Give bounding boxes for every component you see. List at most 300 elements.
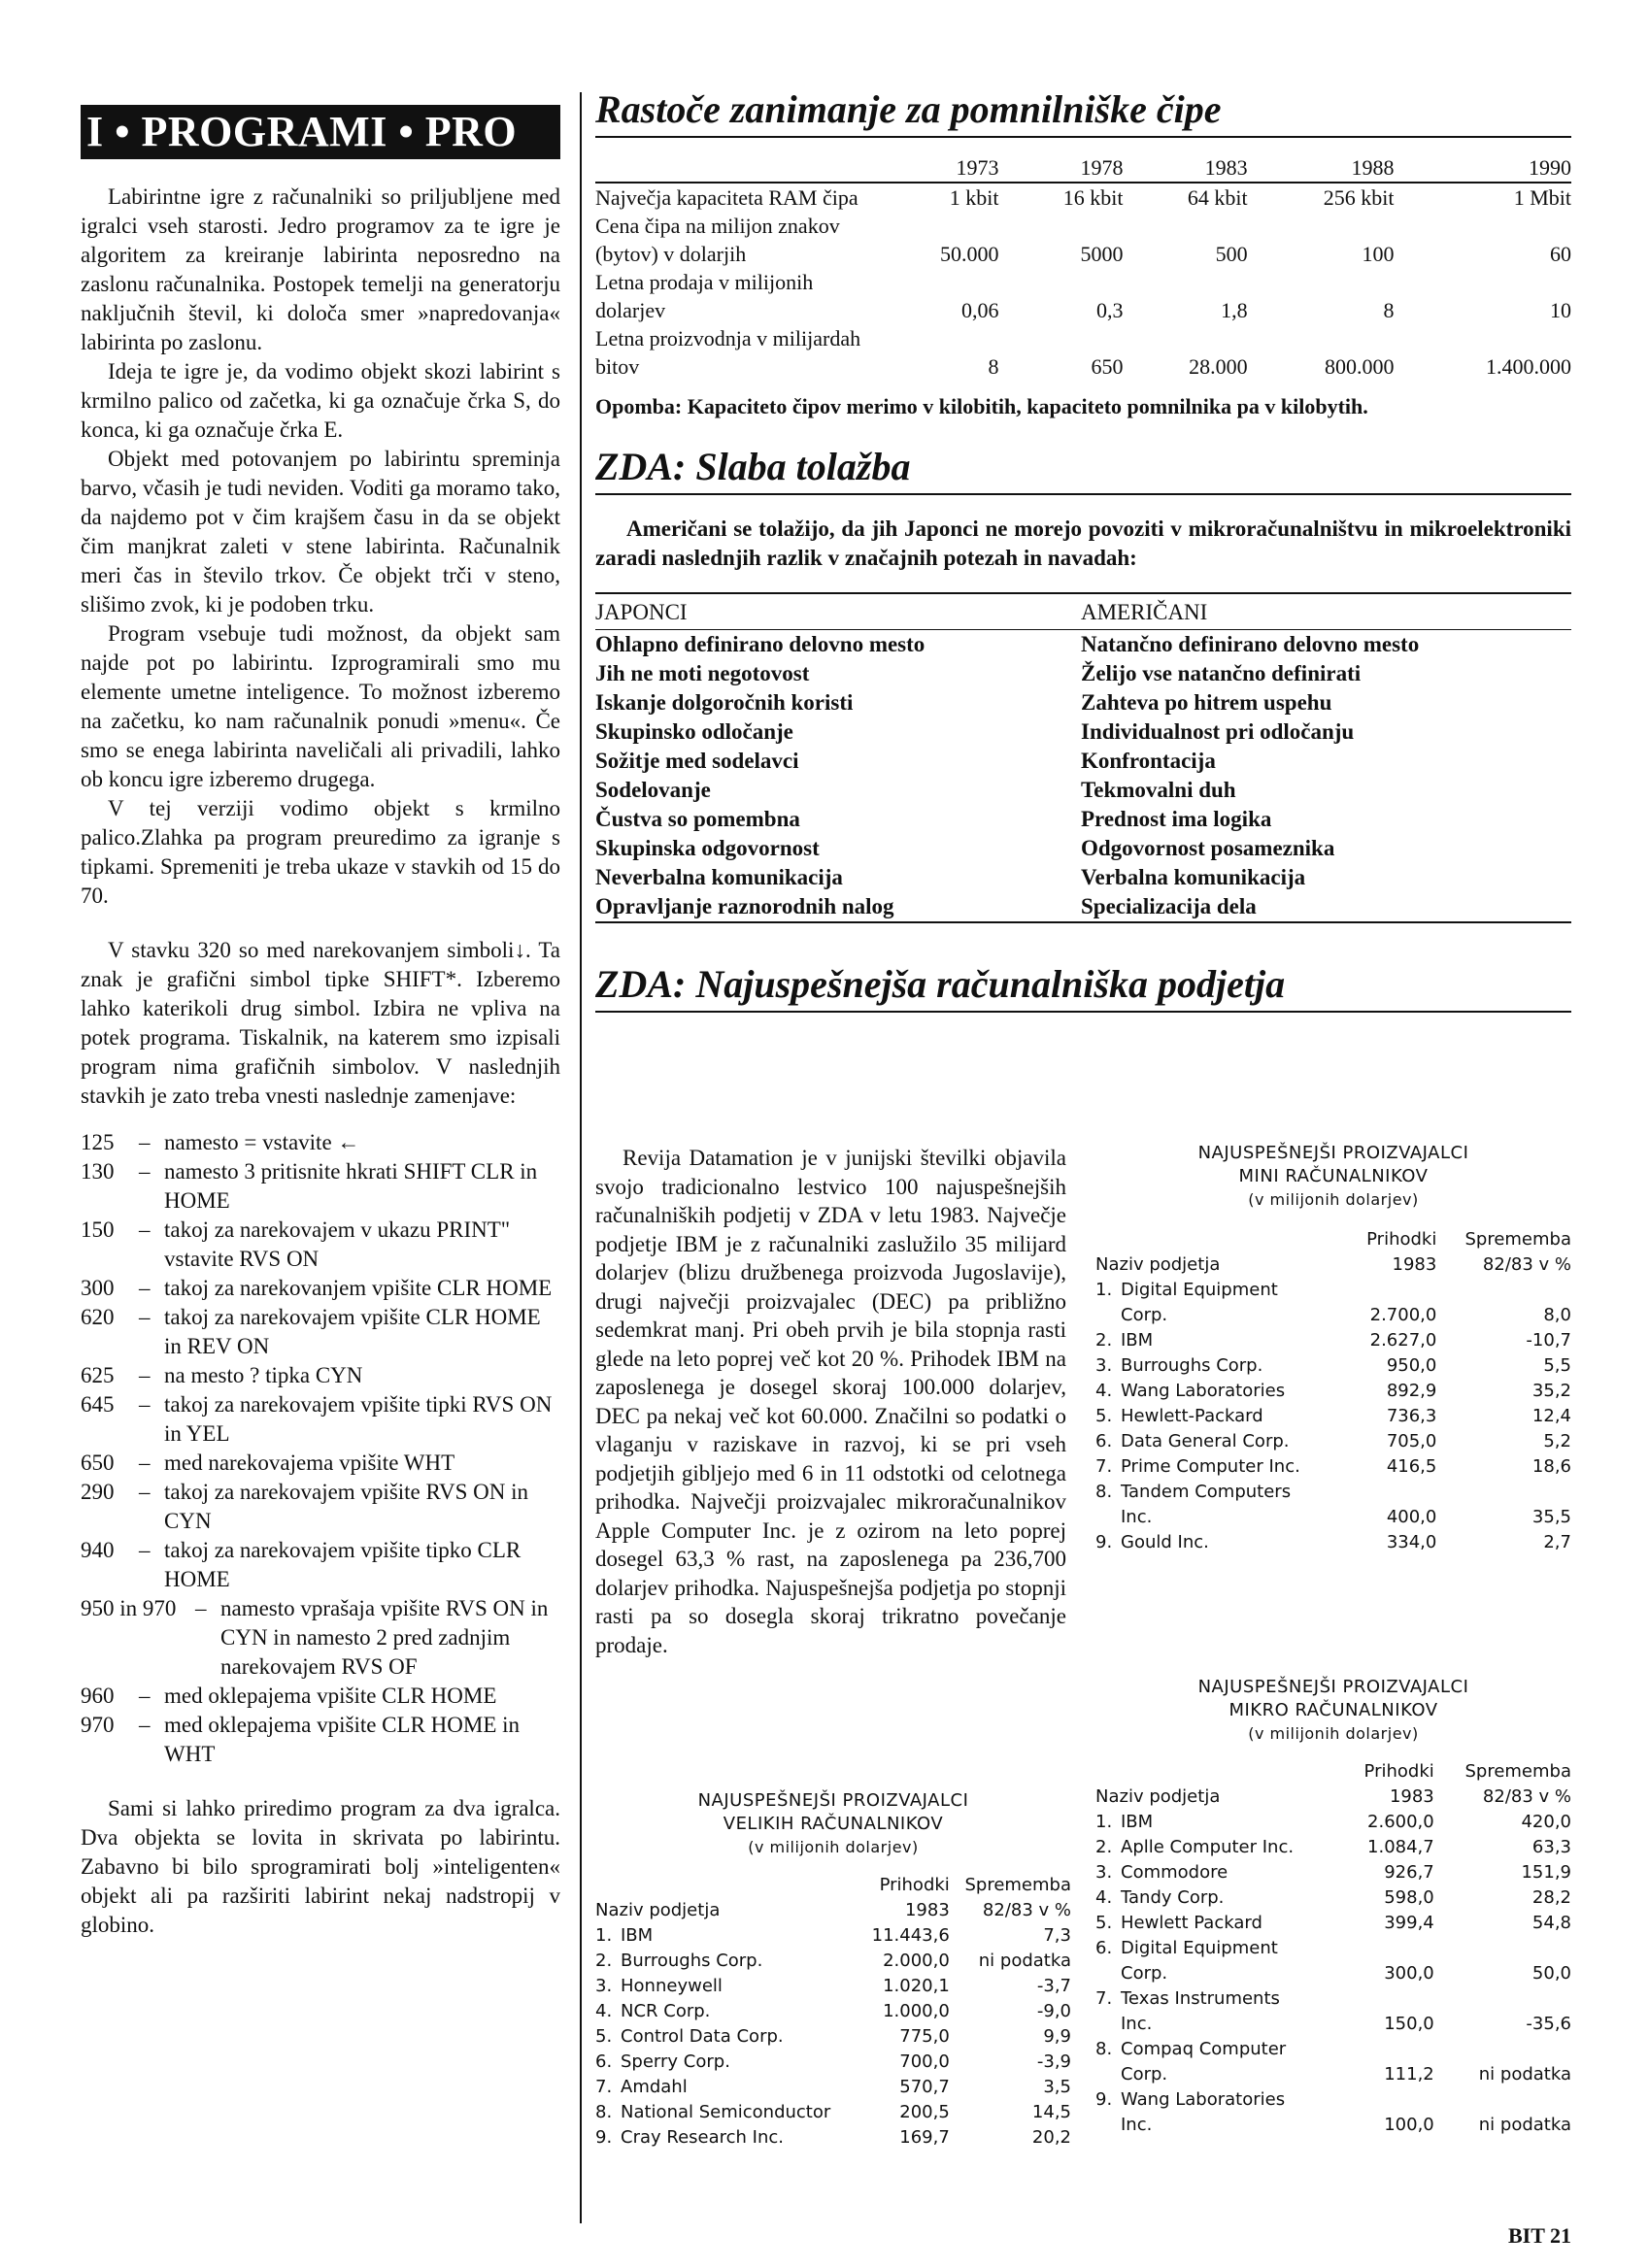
- left-intro-paragraphs: [81, 183, 560, 911]
- big-change: 14,5: [1031, 2102, 1071, 2122]
- ram-cell: 1 Mbit: [1513, 185, 1571, 210]
- japonci-cell: Opravljanje raznorodnih nalog: [595, 894, 894, 918]
- mini-change: 8,0: [1543, 1305, 1571, 1325]
- ram-row: [595, 324, 1571, 381]
- japonci-cell: Neverbalna komunikacija: [595, 865, 843, 889]
- micro-header-row1: [1095, 1759, 1571, 1784]
- ram-cell: 10: [1550, 298, 1571, 322]
- ram-cell: 28.000: [1189, 354, 1248, 379]
- micro-rank: 2.: [1095, 1837, 1113, 1857]
- big-revenue: 775,0: [899, 2026, 950, 2047]
- mini-change: 35,5: [1531, 1507, 1571, 1527]
- mini-company: Prime Computer Inc.: [1121, 1456, 1300, 1477]
- ram-year: 1990: [1394, 153, 1571, 183]
- mini-col-change-period: 82/83 v %: [1482, 1254, 1571, 1275]
- replacement-number: 650: [81, 1451, 115, 1475]
- micro-row: [1095, 2012, 1571, 2037]
- micro-rank: 1.: [1095, 1812, 1113, 1832]
- mini-change: 2,7: [1543, 1532, 1571, 1552]
- micro-change: [1434, 2037, 1571, 2062]
- mini-revenue: 416,5: [1386, 1456, 1437, 1477]
- micro-header-row2: [1095, 1784, 1571, 1810]
- mini-rank: 7.: [1095, 1456, 1113, 1477]
- mini-head-line1: NAJUSPEŠNEJŠI PROIZVAJALCI: [1197, 1143, 1469, 1163]
- micro-rank: 6.: [1095, 1938, 1113, 1958]
- micro-change: [1434, 1936, 1571, 1961]
- micro-revenue: 926,7: [1384, 1862, 1434, 1883]
- ram-table-body: [595, 183, 1571, 381]
- mini-table: [1095, 1227, 1571, 1555]
- big-company: Honneywell: [621, 1976, 723, 1996]
- replacement-number: 290: [81, 1480, 115, 1504]
- left-paragraph: Program vsebuje tudi možnost, da objekt sam najde pot po labirintu. Izprogramirali smo mu elemente umetne inteligence. To možnost izberemo na začetku, ko nam računalnik ponudi »menu«. Če smo se enega labirinta naveličali ali privadili, lahko ob koncu igre izberemo drugega.: [81, 621, 560, 791]
- mini-row: [1095, 1379, 1571, 1404]
- micro-company: IBM: [1121, 1812, 1154, 1832]
- micro-head-line1: NAJUSPEŠNEJŠI PROIZVAJALCI: [1197, 1677, 1469, 1697]
- americani-cell: Konfrontacija: [1081, 749, 1216, 773]
- micro-revenue: [1344, 1936, 1434, 1961]
- micro-head-line3: (v milijonih dolarjev): [1248, 1724, 1419, 1743]
- micro-revenue: 111,2: [1384, 2064, 1434, 2085]
- big-revenue: 700,0: [899, 2051, 950, 2072]
- micro-revenue: 300,0: [1384, 1963, 1434, 1984]
- micro-company: Aplle Computer Inc.: [1121, 1837, 1295, 1857]
- japonci-cell: Sodelovanje: [595, 778, 711, 802]
- replacement-number: 620: [81, 1305, 115, 1329]
- comparison-row: [595, 834, 1571, 863]
- micro-rank: [1095, 2062, 1121, 2087]
- ram-cell: 500: [1215, 242, 1248, 266]
- mini-rank: 6.: [1095, 1431, 1113, 1451]
- micro-col-name: Naziv podjetja: [1095, 1786, 1221, 1807]
- micro-rank: 4.: [1095, 1887, 1113, 1908]
- replacement-number: 125: [81, 1130, 115, 1154]
- micro-row: [1095, 2087, 1571, 2113]
- micro-revenue: 100,0: [1384, 2115, 1434, 2135]
- left-paragraph: Objekt med potovanjem po labirintu spreminja barvo, včasih je tudi neviden. Voditi ga moramo tako, da najdemo pot v čim krajšem času in da se objekt čim manjkrat zaleti v stene labirinta. Računalnik meri čas in število trkov. Če objekt trči v steno, slišimo zvok, ki je podoben trku.: [81, 447, 560, 617]
- micro-change: ni podatka: [1478, 2115, 1571, 2135]
- big-header-row2: [595, 1898, 1071, 1923]
- mini-row: [1095, 1303, 1571, 1328]
- mini-row: [1095, 1328, 1571, 1353]
- mini-row: [1095, 1404, 1571, 1429]
- micro-col-revenue-year: 1983: [1389, 1786, 1434, 1807]
- mini-col-revenue: Prihodki: [1366, 1229, 1437, 1250]
- big-change: -3,9: [1036, 2051, 1071, 2072]
- replacement-row: [81, 1157, 560, 1216]
- mini-company: Corp.: [1121, 1305, 1168, 1325]
- comparison-table: [595, 592, 1571, 923]
- mini-revenue: 892,9: [1386, 1381, 1437, 1401]
- big-rank: 1.: [595, 1925, 613, 1946]
- comparison-row: [595, 747, 1571, 776]
- big-change: 20,2: [1031, 2127, 1071, 2148]
- big-col-revenue: Prihodki: [879, 1875, 950, 1895]
- big-rank: 5.: [595, 2026, 613, 2047]
- mini-revenue: 736,3: [1386, 1406, 1437, 1426]
- mini-rank: 1.: [1095, 1280, 1113, 1300]
- replacement-dash: –: [139, 1217, 151, 1242]
- mini-col-revenue-year: 1983: [1392, 1254, 1437, 1275]
- mini-rank: 8.: [1095, 1482, 1113, 1502]
- ram-year: 1978: [998, 153, 1123, 183]
- comparison-row: [595, 892, 1571, 922]
- mini-col-change: Sprememba: [1464, 1229, 1571, 1250]
- comparison-row: [595, 805, 1571, 834]
- replacement-number: 970: [81, 1713, 115, 1737]
- mini-rank: 3.: [1095, 1355, 1113, 1376]
- big-revenue: 2.000,0: [883, 1951, 950, 1971]
- mini-row: [1095, 1480, 1571, 1505]
- replacement-dash: –: [139, 1130, 151, 1154]
- micro-company: Wang Laboratories: [1121, 2089, 1286, 2110]
- mini-revenue: 2.627,0: [1369, 1330, 1437, 1351]
- big-table: [595, 1873, 1071, 2151]
- replacement-dash: –: [139, 1159, 151, 1184]
- replacement-text: namesto vprašaja vpišite RVS ON in CYN in namesto 2 pred zadnjim narekovajem RVS OF: [220, 1596, 549, 1679]
- ram-cell: 800.000: [1324, 354, 1395, 379]
- replacement-dash: –: [195, 1596, 207, 1620]
- ram-cell: 256 kbit: [1323, 185, 1395, 210]
- mini-company: Wang Laboratories: [1121, 1381, 1286, 1401]
- big-rank: 4.: [595, 2001, 613, 2021]
- micro-rank: [1095, 1961, 1121, 1986]
- americani-cell: Zahteva po hitrem uspehu: [1081, 690, 1332, 715]
- micro-company: Texas Instruments: [1121, 1988, 1280, 2009]
- comparison-row: [595, 630, 1571, 660]
- replacement-text: med oklepajema vpišite CLR HOME in WHT: [164, 1713, 521, 1766]
- mini-row: [1095, 1454, 1571, 1480]
- mini-head-line2: MINI RAČUNALNIKOV: [1238, 1166, 1429, 1186]
- replacement-row: [81, 1594, 560, 1682]
- mini-rank: 9.: [1095, 1532, 1113, 1552]
- big-rank: 2.: [595, 1951, 613, 1971]
- micro-revenue: [1344, 2037, 1434, 2062]
- micro-rank: [1095, 2012, 1121, 2037]
- micro-change: 420,0: [1521, 1812, 1571, 1832]
- mini-company: Burroughs Corp.: [1121, 1355, 1263, 1376]
- big-revenue: 200,5: [899, 2102, 950, 2122]
- big-row: [595, 2050, 1071, 2075]
- micro-change: 151,9: [1521, 1862, 1571, 1883]
- replacement-text: takoj za narekovajem vpišite CLR HOME in REV ON: [164, 1305, 541, 1358]
- replacement-text: namesto 3 pritisnite hkrati SHIFT CLR in HOME: [164, 1159, 538, 1213]
- section-banner: I • PROGRAMI • PRO: [81, 105, 560, 159]
- micro-rank: 3.: [1095, 1862, 1113, 1883]
- replacement-number: 950 in 970: [81, 1596, 177, 1620]
- replacement-dash: –: [139, 1684, 151, 1708]
- japonci-cell: Ohlapno definirano delovno mesto: [595, 632, 925, 656]
- micro-row: [1095, 1860, 1571, 1885]
- left-column: [81, 105, 560, 1940]
- big-change: -9,0: [1036, 2001, 1071, 2021]
- mini-revenue: [1348, 1480, 1436, 1505]
- mini-revenue: [1348, 1278, 1436, 1303]
- micro-rank: [1095, 2113, 1121, 2138]
- ram-section-title: Rastoče zanimanje za pomnilniške čipe: [595, 87, 1571, 138]
- replacement-row: [81, 1682, 560, 1711]
- mini-header-blank: [1121, 1227, 1348, 1252]
- ram-header-blank: [595, 153, 877, 183]
- page-footer: BIT 21: [1507, 2223, 1571, 2248]
- micro-revenue: 399,4: [1384, 1913, 1434, 1933]
- big-rank: 8.: [595, 2102, 613, 2122]
- replacement-dash: –: [139, 1305, 151, 1329]
- replacement-dash: –: [139, 1276, 151, 1300]
- ram-row: [595, 268, 1571, 324]
- big-header-blank: [621, 1873, 860, 1898]
- replacement-list: [81, 1128, 560, 1769]
- japonci-cell: Iskanje dolgoročnih koristi: [595, 690, 854, 715]
- big-table-block: [595, 1789, 1071, 2151]
- micro-change: -35,6: [1526, 2014, 1571, 2034]
- ram-cell: 16 kbit: [1062, 185, 1124, 210]
- left-paragraph: V tej verziji vodimo objekt s krmilno palico.Zlahka pa program preuredimo za igranje s tipkami. Spremeniti je treba ukaze v stavkih od 15 do 70.: [81, 796, 560, 908]
- replacement-number: 645: [81, 1392, 115, 1417]
- micro-change: 50,0: [1531, 1963, 1571, 1984]
- japonci-cell: Skupinska odgovornost: [595, 836, 820, 860]
- mini-change: 18,6: [1531, 1456, 1571, 1477]
- replacement-text: na mesto ? tipka CYN: [164, 1363, 363, 1387]
- comparison-row: [595, 688, 1571, 717]
- ram-cell: 8: [1383, 298, 1395, 322]
- micro-revenue: 150,0: [1384, 2014, 1434, 2034]
- comparison-row: [595, 717, 1571, 747]
- replacement-dash: –: [139, 1480, 151, 1504]
- replacement-row: [81, 1449, 560, 1478]
- big-row: [595, 1923, 1071, 1949]
- big-change: 9,9: [1043, 2026, 1071, 2047]
- big-company: Amdahl: [621, 2077, 688, 2097]
- mini-change: [1436, 1278, 1571, 1303]
- comparison-table-body: [595, 630, 1571, 923]
- micro-change: [1434, 2087, 1571, 2113]
- replacement-row: [81, 1536, 560, 1594]
- big-head-line2: VELIKIH RAČUNALNIKOV: [723, 1814, 944, 1834]
- mini-revenue: 705,0: [1386, 1431, 1437, 1451]
- americani-cell: Prednost ima logika: [1081, 807, 1272, 831]
- mini-row: [1095, 1429, 1571, 1454]
- micro-row: [1095, 1835, 1571, 1860]
- zda2-text: Revija Datamation je v junijski številki objavila svojo tradicionalno lestvico 100 najuspešnejših računalniških podjetij v ZDA v letu 1983. Največje podjetje IBM je z računalniki zaslužilo 35 milijard dolarjev (blizu družbenega proizvoda Jugoslavije), drugi največji proizvajalec (DEC) pa približno sedemkrat manj. Pri obeh prvih je bila stopnja rasti glede na leto poprej več kot 20 %. Prihodek IBM na zaposlenega je dosegel skoraj 100.000 dolarjev, DEC pa nekaj več kot 60.000. Značilni so podatki o vlaganju v raziskave in razvoj, ki se pri vseh podjetjih gibljejo med 6 in 11 odstotki od celotnega prihodka. Največji proizvajalec mikroračunalnikov Apple Computer Inc. je z ozirom na leto poprej dosegel 63,3 % rast, na zaposlenega pa 236,700 dolarjev prihodka. Najuspešnejša podjetja po stopnji rasti pa so dosegla skoraj trikratno povečanje prodaje.: [595, 1146, 1066, 1657]
- ram-row-label: Največja kapaciteta RAM čipa: [595, 185, 858, 210]
- replacement-row: [81, 1128, 560, 1157]
- replacement-text: med oklepajema vpišite CLR HOME: [164, 1684, 497, 1708]
- ram-cell: 1.400.000: [1486, 354, 1571, 379]
- big-header-blank: [595, 1873, 621, 1898]
- big-header-row1: [595, 1873, 1071, 1898]
- replacement-dash: –: [139, 1363, 151, 1387]
- replacement-row: [81, 1711, 560, 1769]
- mini-company: Data General Corp.: [1121, 1431, 1290, 1451]
- replacement-text: takoj za narekovanjem vpišite CLR HOME: [164, 1276, 553, 1300]
- big-rank: 7.: [595, 2077, 613, 2097]
- micro-col-change-period: 82/83 v %: [1482, 1786, 1571, 1807]
- micro-revenue: 598,0: [1384, 1887, 1434, 1908]
- micro-company: Commodore: [1121, 1862, 1228, 1883]
- micro-table-block: [1095, 1676, 1571, 2138]
- big-company: Control Data Corp.: [621, 2026, 784, 2047]
- replacement-number: 625: [81, 1363, 115, 1387]
- zda2-section-title: ZDA: Najuspešnejša računalniška podjetja: [595, 962, 1571, 1013]
- replacement-number: 960: [81, 1684, 115, 1708]
- big-row: [595, 2024, 1071, 2050]
- mini-rank: 5.: [1095, 1406, 1113, 1426]
- mini-company: Hewlett-Packard: [1121, 1406, 1263, 1426]
- micro-change: [1434, 1986, 1571, 2012]
- big-head-line1: NAJUSPEŠNEJŠI PROIZVAJALCI: [697, 1790, 969, 1811]
- mini-rank: 4.: [1095, 1381, 1113, 1401]
- replacement-number: 940: [81, 1538, 115, 1562]
- mini-company: Tandem Computers: [1121, 1482, 1292, 1502]
- micro-row: [1095, 2113, 1571, 2138]
- micro-col-revenue: Prihodki: [1363, 1761, 1434, 1782]
- americani-cell: Verbalna komunikacija: [1081, 865, 1306, 889]
- comparison-row: [595, 659, 1571, 688]
- column-americani: AMERIČANI: [1081, 593, 1571, 630]
- left-paragraph: Ideja te igre je, da vodimo objekt skozi labirint s krmilno palico od začetka, ki ga označuje črka S, do konca, ki ga označuje črka E.: [81, 359, 560, 442]
- micro-row: [1095, 1911, 1571, 1936]
- ram-cell: 8: [988, 354, 999, 379]
- big-company: Cray Research Inc.: [621, 2127, 784, 2148]
- ram-row: [595, 212, 1571, 268]
- replacement-dash: –: [139, 1451, 151, 1475]
- big-company: IBM: [621, 1925, 654, 1946]
- ram-cell: 1,8: [1221, 298, 1248, 322]
- mini-rank: [1095, 1505, 1121, 1530]
- big-change: 3,5: [1043, 2077, 1071, 2097]
- micro-revenue: 1.084,7: [1367, 1837, 1434, 1857]
- americani-cell: Individualnost pri odločanju: [1081, 719, 1355, 744]
- micro-company: Corp.: [1121, 1963, 1168, 1984]
- mini-row: [1095, 1530, 1571, 1555]
- mini-change: 5,5: [1543, 1355, 1571, 1376]
- mini-table-block: [1095, 1142, 1571, 1555]
- mini-row: [1095, 1505, 1571, 1530]
- mini-change: 35,2: [1531, 1381, 1571, 1401]
- ram-cell: 0,3: [1096, 298, 1124, 322]
- left-paragraph-end: Sami si lahko priredimo program za dva igralca. Dva objekta se lovita in skrivata po labirintu. Zabavno bi bilo sprogramirati bolj »inteligenten« objekt ali pa razširiti labirint nekaj nadstropij v globino.: [81, 1796, 560, 1937]
- micro-company: Hewlett Packard: [1121, 1913, 1262, 1933]
- ram-row: [595, 183, 1571, 212]
- micro-rank: 8.: [1095, 2039, 1113, 2059]
- ram-cell: 60: [1550, 242, 1571, 266]
- micro-change: 54,8: [1531, 1913, 1571, 1933]
- mini-row: [1095, 1353, 1571, 1379]
- replacement-row: [81, 1274, 560, 1303]
- big-revenue: 11.443,6: [871, 1925, 950, 1946]
- replacement-row: [81, 1303, 560, 1361]
- big-company: National Semiconductor: [621, 2102, 831, 2122]
- big-col-revenue-year: 1983: [904, 1900, 950, 1920]
- ram-cell: 5000: [1080, 242, 1124, 266]
- left-paragraph: Labirintne igre z računalniki so priljubljene med igralci vseh starosti. Jedro programov za te igre je algoritem za kreiranje labirinta neposredno na zaslonu računalnika. Postopek temelji na generatorju naključnih števil, ki določa smer »napredovanja« labirinta po zaslonu.: [81, 184, 560, 354]
- ram-cell: 1 kbit: [949, 185, 999, 210]
- americani-cell: Tekmovalni duh: [1081, 778, 1236, 802]
- micro-row: [1095, 1810, 1571, 1835]
- zda2-article: [595, 1144, 1066, 1659]
- mini-head-line3: (v milijonih dolarjev): [1248, 1190, 1419, 1209]
- big-row: [595, 2125, 1071, 2151]
- micro-company: Inc.: [1121, 2014, 1153, 2034]
- micro-row: [1095, 1961, 1571, 1986]
- ram-year: 1988: [1248, 153, 1395, 183]
- big-row: [595, 2100, 1071, 2125]
- micro-company: Compaq Computer: [1121, 2039, 1287, 2059]
- replacement-row: [81, 1478, 560, 1536]
- micro-row: [1095, 2062, 1571, 2087]
- japonci-cell: Skupinsko odločanje: [595, 719, 793, 744]
- big-row: [595, 1974, 1071, 1999]
- ram-cell: 650: [1091, 354, 1124, 379]
- big-revenue: 1.020,1: [883, 1976, 950, 1996]
- zda1-intro: Američani se tolažijo, da jih Japonci ne morejo povoziti v mikroračunalništvu in mikroelektroniki zaradi naslednjih razlik v značajnih potezah in navadah:: [595, 517, 1571, 570]
- big-revenue: 169,7: [899, 2127, 950, 2148]
- big-change: ni podatka: [978, 1951, 1071, 1971]
- big-company: Burroughs Corp.: [621, 1951, 763, 1971]
- big-change: -3,7: [1036, 1976, 1071, 1996]
- americani-cell: Odgovornost posameznika: [1081, 836, 1335, 860]
- ram-row-label: Letna prodaja v milijonih dolarjev: [595, 270, 814, 322]
- micro-row: [1095, 1885, 1571, 1911]
- ram-year: 1983: [1124, 153, 1248, 183]
- mini-change: 5,2: [1543, 1431, 1571, 1451]
- big-col-name: Naziv podjetja: [595, 1900, 721, 1920]
- micro-head-line2: MIKRO RAČUNALNIKOV: [1228, 1700, 1438, 1720]
- micro-rank: 7.: [1095, 1988, 1113, 2009]
- ram-table: [595, 153, 1571, 381]
- mini-company: Gould Inc.: [1121, 1532, 1209, 1552]
- replacement-row: [81, 1390, 560, 1449]
- big-head-line3: (v milijonih dolarjev): [748, 1838, 919, 1856]
- micro-rank: 9.: [1095, 2089, 1113, 2110]
- micro-change: 28,2: [1531, 1887, 1571, 1908]
- mini-revenue: 400,0: [1386, 1507, 1437, 1527]
- mini-rank: 2.: [1095, 1330, 1113, 1351]
- replacement-number: 300: [81, 1276, 115, 1300]
- replacement-text: takoj za narekovajem v ukazu PRINT" vstavite RVS ON: [164, 1217, 511, 1271]
- replacement-number: 130: [81, 1159, 115, 1184]
- mini-revenue: 2.700,0: [1369, 1305, 1437, 1325]
- big-company: NCR Corp.: [621, 2001, 711, 2021]
- micro-revenue: [1344, 2087, 1434, 2113]
- mini-revenue: 334,0: [1386, 1532, 1437, 1552]
- micro-company: Corp.: [1121, 2064, 1168, 2085]
- ram-note: Opomba: Kapaciteto čipov merimo v kilobitih, kapaciteto pomnilnika pa v kilobytih.: [595, 394, 1368, 418]
- micro-revenue: 2.600,0: [1367, 1812, 1434, 1832]
- big-rank: 3.: [595, 1976, 613, 1996]
- ram-year: 1973: [877, 153, 998, 183]
- japonci-cell: Jih ne moti negotovost: [595, 661, 810, 685]
- comparison-row: [595, 776, 1571, 805]
- mini-rank: [1095, 1303, 1121, 1328]
- big-row: [595, 2075, 1071, 2100]
- replacement-row: [81, 1216, 560, 1274]
- replacement-text: takoj za narekovajem vpišite tipki RVS ON in YEL: [164, 1392, 553, 1446]
- ram-cell: 0,06: [960, 298, 999, 322]
- micro-col-change: Sprememba: [1464, 1761, 1571, 1782]
- japonci-cell: Čustva so pomembna: [595, 807, 800, 831]
- ram-row-label: Cena čipa na milijon znakov (bytov) v dolarjih: [595, 214, 840, 266]
- big-change: 7,3: [1043, 1925, 1071, 1946]
- mini-company: Inc.: [1121, 1507, 1153, 1527]
- micro-change: 63,3: [1531, 1837, 1571, 1857]
- japonci-cell: Sožitje med sodelavci: [595, 749, 799, 773]
- micro-rank: 5.: [1095, 1913, 1113, 1933]
- big-row: [595, 1949, 1071, 1974]
- left-paragraph-symbols: V stavku 320 so med narekovanjem simboli↓. Ta znak je grafični simbol tipke SHIFT*. Izberemo lahko katerikoli drug simbol. Izbira ne vpliva na potek programa. Tiskalnik, na katerem smo izpisali program nima grafičnih simbolov. V naslednjih stavkih je zato treba vnesti naslednje zamenjave:: [81, 938, 560, 1108]
- micro-row: [1095, 1986, 1571, 2012]
